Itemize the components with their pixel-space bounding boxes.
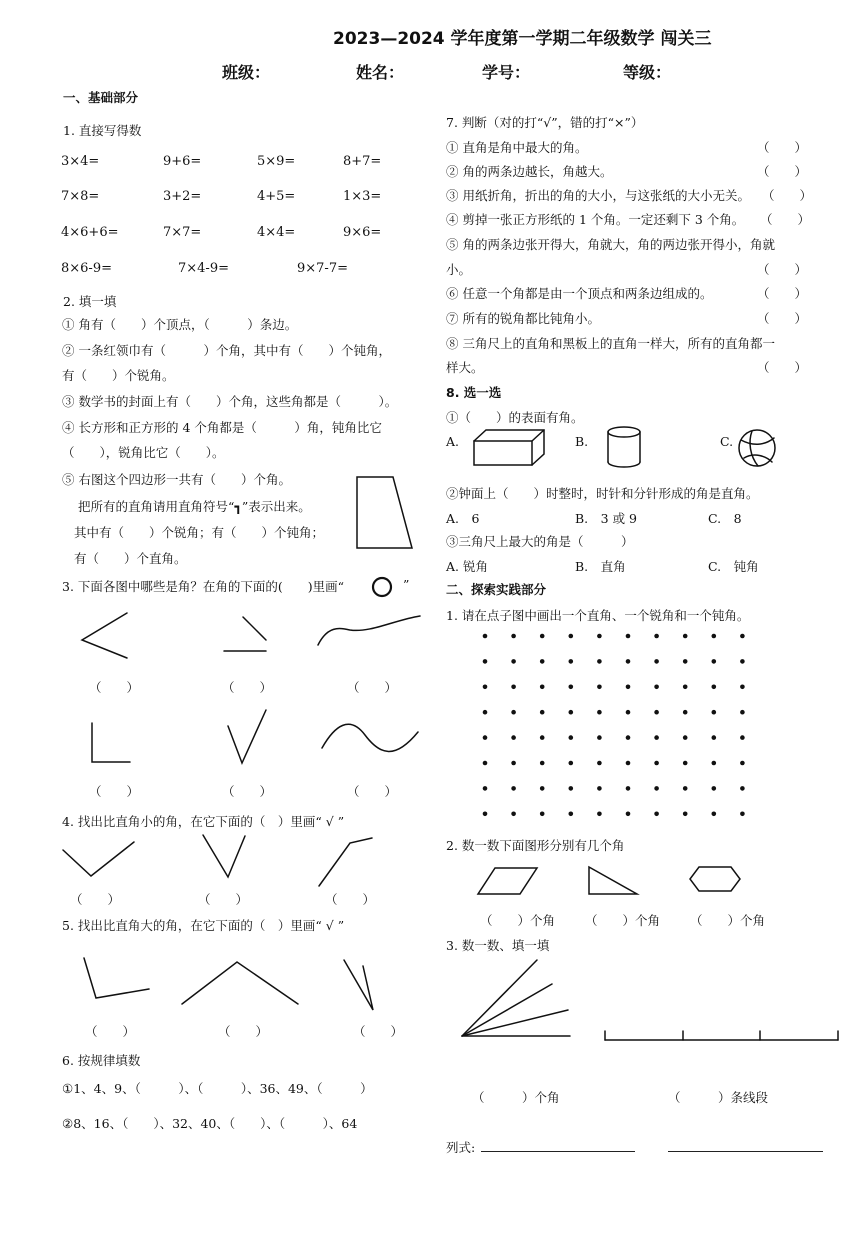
cuboid-icon: [474, 430, 544, 465]
calc-item: 4+5=: [257, 189, 296, 204]
grid-dot[interactable]: [569, 710, 574, 715]
option-c[interactable]: C. 8: [708, 511, 742, 526]
option-a[interactable]: A.: [446, 434, 460, 449]
q1-title: 1. 直接写得数: [63, 123, 142, 138]
grid-dot[interactable]: [654, 710, 659, 715]
grid-dot[interactable]: [712, 786, 717, 791]
grid-dot[interactable]: [626, 685, 631, 690]
q8-s3: ③三角尺上最大的角是（ ）: [446, 534, 634, 549]
q7-item: ② 角的两条边越长，角越大。: [446, 164, 613, 179]
grid-dot[interactable]: [540, 786, 545, 791]
answer-blank[interactable]: （ ）: [89, 680, 140, 695]
q7-item: 小。: [446, 262, 472, 277]
angle-figure: [319, 838, 372, 886]
grid-dot[interactable]: [597, 786, 602, 791]
angle-figure: [182, 962, 298, 1004]
grid-dot[interactable]: [597, 634, 602, 639]
grid-dot[interactable]: [540, 735, 545, 740]
class-label: 班级：: [222, 63, 271, 82]
grid-dot[interactable]: [654, 634, 659, 639]
calc-item: 9×6=: [343, 225, 382, 240]
angle-count-blank[interactable]: （ ）个角: [585, 913, 661, 928]
answer-blank[interactable]: （ ）: [198, 892, 249, 907]
q7-item: ⑤ 角的两条边张开得大，角就大，角的两边张开得小，角就: [446, 237, 775, 252]
q7-item: ⑥ 任意一个角都是由一个顶点和两条边组成的。: [446, 286, 713, 301]
grid-dot[interactable]: [540, 710, 545, 715]
grid-dot[interactable]: [511, 634, 516, 639]
q7-title: 7. 判断（对的打“√”，错的打“×”）: [446, 115, 644, 130]
grid-dot[interactable]: [654, 659, 659, 664]
grid-dot[interactable]: [683, 761, 688, 766]
grid-dot[interactable]: [712, 812, 717, 817]
grid-dot[interactable]: [740, 812, 745, 817]
option-b[interactable]: B. 直角: [575, 559, 626, 574]
circle-icon: [373, 578, 391, 596]
grid-dot[interactable]: [626, 812, 631, 817]
grid-dot[interactable]: [712, 685, 717, 690]
grid-dot[interactable]: [511, 735, 516, 740]
q2-line: ② 一条红领巾有（ ）个角，其中有（ ）个钝角，: [62, 343, 391, 358]
grid-dot[interactable]: [740, 786, 745, 791]
grid-dot[interactable]: [740, 659, 745, 664]
answer-blank[interactable]: （ ）: [85, 1024, 136, 1039]
grid-dot[interactable]: [597, 710, 602, 715]
grid-dot[interactable]: [483, 634, 488, 639]
q2-line: ⑤ 右图这个四边形一共有（ ）个角。: [62, 472, 291, 487]
q2-line: 把所有的直角请用直角符号“┓”表示出来。: [78, 499, 311, 514]
q2-line: 其中有（ ）个锐角；有（ ）个钝角；: [74, 525, 325, 540]
p2-q2: 2. 数一数下面图形分别有几个角: [446, 838, 625, 853]
grid-dot[interactable]: [569, 659, 574, 664]
angle-total-blank[interactable]: （ ）个角: [472, 1090, 560, 1105]
p2-q3: 3. 数一数、填一填: [446, 938, 550, 953]
judge-blank[interactable]: （ ）: [757, 311, 808, 326]
q2-line: ④ 长方形和正方形的 4 个角都是（ ）角，钝角比它: [62, 420, 382, 435]
option-a[interactable]: A. 锐角: [446, 559, 488, 574]
student-id-label: 学号：: [482, 63, 531, 82]
angle-figure: [344, 960, 373, 1010]
grid-dot[interactable]: [483, 786, 488, 791]
grid-dot[interactable]: [597, 685, 602, 690]
grid-dot[interactable]: [569, 761, 574, 766]
angle-figure: [84, 958, 149, 998]
grid-dot[interactable]: [712, 735, 717, 740]
grid-dot[interactable]: [540, 812, 545, 817]
grid-dot[interactable]: [569, 812, 574, 817]
grid-dot[interactable]: [683, 786, 688, 791]
grid-dot[interactable]: [683, 634, 688, 639]
answer-blank[interactable]: （ ）: [325, 892, 376, 907]
grade-label: 等级：: [623, 63, 672, 82]
q7-item: ③ 用纸折角，折出的角的大小，与这张纸的大小无关。: [446, 188, 750, 203]
grid-dot[interactable]: [511, 659, 516, 664]
q3-title-end: ”: [403, 577, 410, 592]
calc-item: 4×4=: [257, 225, 296, 240]
angle-count-blank[interactable]: （ ）个角: [690, 913, 766, 928]
option-b[interactable]: B. 3 或 9: [575, 511, 638, 526]
grid-dot[interactable]: [712, 659, 717, 664]
grid-dot[interactable]: [712, 761, 717, 766]
q8-s1: ①（ ）的表面有角。: [446, 410, 584, 425]
calc-item: 7×7=: [163, 225, 202, 240]
calc-item: 1×3=: [343, 189, 382, 204]
grid-dot[interactable]: [740, 634, 745, 639]
q2-line: （ ），锐角比它（ ）。: [62, 445, 225, 460]
grid-dot[interactable]: [483, 710, 488, 715]
calc-item: 8×6-9=: [61, 261, 112, 276]
calc-item: 9×7-7=: [297, 261, 348, 276]
grid-dot[interactable]: [654, 812, 659, 817]
ball-icon: [739, 430, 775, 466]
grid-dot[interactable]: [511, 812, 516, 817]
grid-dot[interactable]: [483, 685, 488, 690]
page-title: 2023—2024 学年度第一学期二年级数学 闯关三: [333, 29, 712, 49]
answer-blank[interactable]: （ ）: [347, 680, 398, 695]
grid-dot[interactable]: [683, 659, 688, 664]
judge-blank[interactable]: （ ）: [757, 360, 808, 375]
grid-dot[interactable]: [597, 761, 602, 766]
grid-dot[interactable]: [511, 761, 516, 766]
grid-dot[interactable]: [712, 710, 717, 715]
grid-dot[interactable]: [740, 710, 745, 715]
grid-dot[interactable]: [683, 812, 688, 817]
angle-count-blank[interactable]: （ ）个角: [480, 913, 556, 928]
q3-title: 3. 下面各图中哪些是角？在角的下面的( )里画“: [62, 579, 345, 594]
wave-figure: [322, 724, 418, 751]
calc-item: 3+2=: [163, 189, 202, 204]
q6-title: 6. 按规律填数: [62, 1053, 141, 1068]
q2-line: ③ 数学书的封面上有（ ）个角，这些角都是（ ）。: [62, 394, 398, 409]
q6-line: ①1、4、9、（ ）、（ ）、36、49、（ ）: [62, 1081, 373, 1096]
grid-dot[interactable]: [740, 685, 745, 690]
judge-blank[interactable]: （ ）: [762, 188, 813, 203]
angle-figure: [63, 842, 134, 876]
q8-s2: ②钟面上（ ）时整时，时针和分针形成的角是直角。: [446, 486, 759, 501]
q2-line: 有（ ）个锐角。: [62, 368, 175, 383]
calc-item: 9+6=: [163, 154, 202, 169]
answer-blank[interactable]: （ ）: [70, 892, 121, 907]
q2-line: 有（ ）个直角。: [74, 551, 187, 566]
grid-dot[interactable]: [712, 634, 717, 639]
q7-item: 样大。: [446, 360, 484, 375]
grid-dot[interactable]: [511, 786, 516, 791]
parallelogram-figure: [478, 868, 537, 894]
calc-item: 8+7=: [343, 154, 382, 169]
grid-dot[interactable]: [683, 710, 688, 715]
segment-figure: [605, 1031, 838, 1040]
grid-dot[interactable]: [626, 761, 631, 766]
judge-blank[interactable]: （ ）: [757, 286, 808, 301]
answer-blank[interactable]: （ ）: [222, 680, 273, 695]
hexagon-figure: [690, 867, 740, 891]
part2-heading: 二、探索实践部分: [446, 582, 547, 597]
grid-dot[interactable]: [654, 761, 659, 766]
grid-dot[interactable]: [511, 710, 516, 715]
q2-line: ① 角有（ ）个顶点，（ ）条边。: [62, 317, 298, 332]
calc-item: 7×8=: [61, 189, 100, 204]
grid-dot[interactable]: [740, 735, 745, 740]
trapezoid-figure: [357, 477, 412, 548]
answer-blank[interactable]: （ ）: [353, 1024, 404, 1039]
grid-dot[interactable]: [626, 659, 631, 664]
grid-dot[interactable]: [540, 685, 545, 690]
triangle-figure: [589, 867, 637, 894]
grid-dot[interactable]: [654, 685, 659, 690]
angle-figure: [203, 835, 245, 877]
p2-q1: 1. 请在点子图中画出一个直角、一个锐角和一个钝角。: [446, 608, 750, 623]
grid-dot[interactable]: [626, 634, 631, 639]
q5-title: 5. 找出比直角大的角，在它下面的（ ）里画“ √ ”: [62, 918, 345, 933]
grid-dot[interactable]: [683, 685, 688, 690]
angle-figure: [82, 613, 127, 658]
grid-dot[interactable]: [540, 659, 545, 664]
grid-dot[interactable]: [597, 659, 602, 664]
formula-label: 列式:: [446, 1140, 476, 1155]
grid-dot[interactable]: [626, 786, 631, 791]
grid-dot[interactable]: [626, 710, 631, 715]
cylinder-icon: [608, 427, 640, 467]
answer-blank[interactable]: （ ）: [89, 784, 140, 799]
q4-title: 4. 找出比直角小的角，在它下面的（ ）里画“ √ ”: [62, 814, 345, 829]
option-c[interactable]: C.: [720, 434, 734, 449]
grid-dot[interactable]: [569, 685, 574, 690]
judge-blank[interactable]: （ ）: [760, 212, 811, 227]
q7-item: ⑦ 所有的锐角都比钝角小。: [446, 311, 600, 326]
grid-dot[interactable]: [569, 735, 574, 740]
judge-blank[interactable]: （ ）: [757, 262, 808, 277]
judge-blank[interactable]: （ ）: [757, 164, 808, 179]
segment-total-blank[interactable]: （ ）条线段: [668, 1090, 769, 1105]
angle-figure: [228, 710, 266, 763]
grid-dot[interactable]: [483, 812, 488, 817]
grid-dot[interactable]: [483, 761, 488, 766]
grid-dot[interactable]: [483, 735, 488, 740]
q7-item: ④ 剪掉一张正方形纸的 1 个角。一定还剩下 3 个角。: [446, 212, 745, 227]
right-angle-figure: [92, 723, 130, 762]
option-a[interactable]: A. 6: [446, 511, 480, 526]
answer-blank[interactable]: （ ）: [222, 784, 273, 799]
open-lines-figure: [243, 617, 266, 640]
calc-item: 5×9=: [257, 154, 296, 169]
q2-title: 2. 填一填: [63, 294, 117, 309]
name-label: 姓名：: [356, 63, 405, 82]
grid-dot[interactable]: [540, 761, 545, 766]
curve-figure: [318, 616, 420, 645]
judge-blank[interactable]: （ ）: [757, 140, 808, 155]
grid-dot[interactable]: [540, 634, 545, 639]
answer-blank[interactable]: （ ）: [218, 1024, 269, 1039]
grid-dot[interactable]: [683, 735, 688, 740]
q8-title: 8. 选一选: [446, 385, 502, 400]
part1-heading: 一、基础部分: [63, 90, 139, 105]
grid-dot[interactable]: [569, 634, 574, 639]
option-c[interactable]: C. 钝角: [708, 559, 759, 574]
calc-item: 4×6+6=: [61, 225, 119, 240]
grid-dot[interactable]: [569, 786, 574, 791]
q7-item: ① 直角是角中最大的角。: [446, 140, 588, 155]
grid-dot[interactable]: [654, 735, 659, 740]
grid-dot[interactable]: [626, 735, 631, 740]
option-b[interactable]: B.: [575, 434, 589, 449]
grid-dot[interactable]: [511, 685, 516, 690]
q6-line: ②8、16、（ ）、32、40、（ ）、（ ）、64: [62, 1116, 358, 1131]
rays-figure: [462, 960, 570, 1036]
q7-item: ⑧ 三角尺上的直角和黑板上的直角一样大，所有的直角都一: [446, 336, 775, 351]
grid-dot[interactable]: [597, 812, 602, 817]
calc-item: 3×4=: [61, 154, 100, 169]
grid-dot[interactable]: [483, 659, 488, 664]
calc-item: 7×4-9=: [178, 261, 229, 276]
dot-grid[interactable]: [483, 634, 745, 816]
answer-blank[interactable]: （ ）: [347, 784, 398, 799]
grid-dot[interactable]: [597, 735, 602, 740]
grid-dot[interactable]: [740, 761, 745, 766]
grid-dot[interactable]: [654, 786, 659, 791]
